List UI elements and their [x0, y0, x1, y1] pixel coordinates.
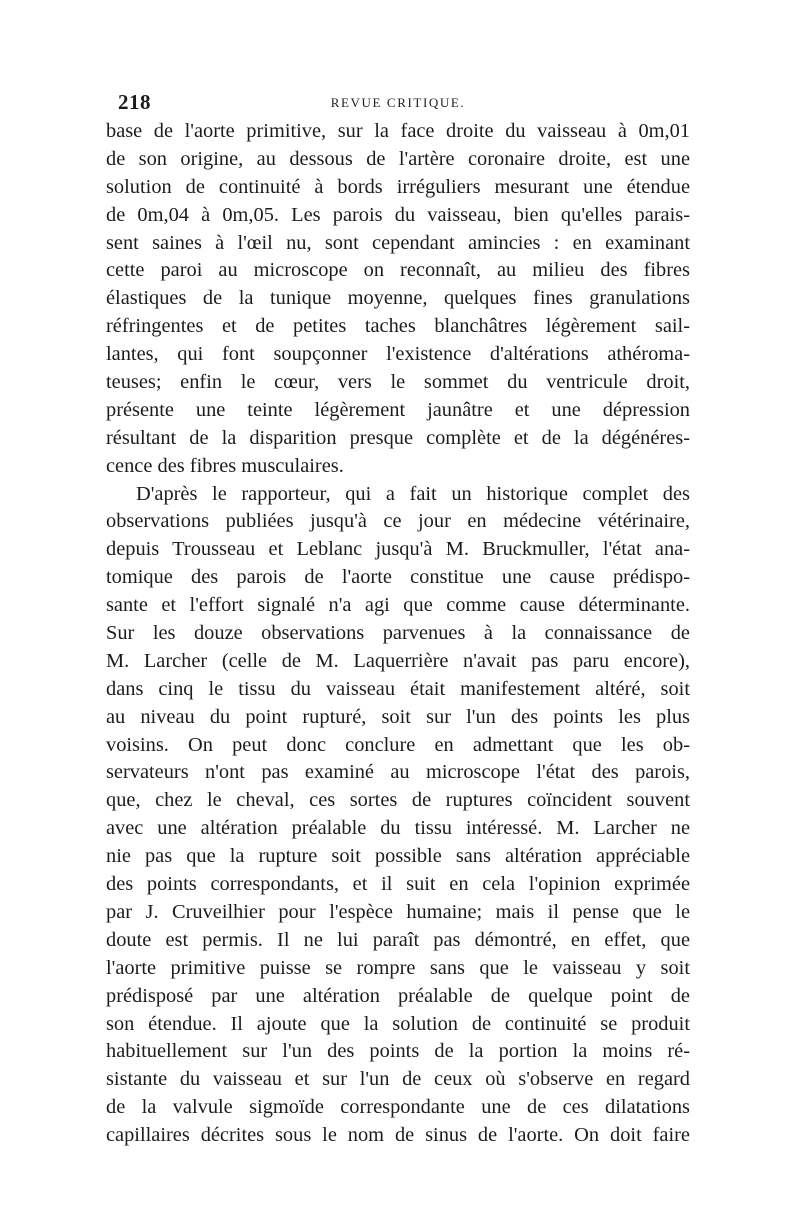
text-line: cette paroi au microscope on reconnaît, au milieu des fibres	[106, 259, 690, 282]
text-line: avec une altération préalable du tissu intéressé. M. Larcher ne	[106, 817, 690, 840]
text-line: sante et l'effort signalé n'a agi que comme cause déterminante.	[106, 594, 690, 617]
text-line: tomique des parois de l'aorte constitue une cause prédispo-	[106, 566, 690, 589]
text-line: lantes, qui font soupçonner l'existence d'altérations athéroma-	[106, 343, 690, 366]
text-line: servateurs n'ont pas examiné au microscope l'état des parois,	[106, 761, 690, 784]
text-line: habituellement sur l'un des points de la portion la moins ré-	[106, 1040, 690, 1063]
text-line: sent saines à l'œil nu, sont cependant amincies : en examinant	[106, 231, 690, 254]
text-line: par J. Cruveilhier pour l'espèce humaine; mais il pense que le	[106, 900, 690, 923]
text-line: son étendue. Il ajoute que la solution de continuité se produit	[106, 1012, 690, 1035]
text-line: capillaires décrites sous le nom de sinus de l'aorte. On doit faire	[106, 1124, 690, 1147]
text-line: dans cinq le tissu du vaisseau était manifestement altéré, soit	[106, 677, 690, 700]
text-line: observations publiées jusqu'à ce jour en médecine vétérinaire,	[106, 510, 690, 533]
text-line: au niveau du point rupturé, soit sur l'un des points les plus	[106, 705, 690, 728]
page-header	[106, 88, 690, 118]
text-line: de son origine, au dessous de l'artère coronaire droite, est une	[106, 147, 690, 170]
text-line: de 0m,04 à 0m,05. Les parois du vaisseau, bien qu'elles parais-	[106, 203, 690, 226]
text-line: l'aorte primitive puisse se rompre sans que le vaisseau y soit	[106, 956, 690, 979]
text-line: présente une teinte légèrement jaunâtre et une dépression	[106, 398, 690, 421]
text-line: voisins. On peut donc conclure en admettant que les ob-	[106, 733, 690, 756]
text-line: que, chez le cheval, ces sortes de ruptures coïncident souvent	[106, 789, 690, 812]
text-line: M. Larcher (celle de M. Laquerrière n'avait pas paru encore),	[106, 649, 690, 672]
paragraph-end-line: cence des fibres musculaires.	[106, 454, 344, 477]
text-line: doute est permis. Il ne lui paraît pas démontré, en effet, que	[106, 928, 690, 951]
text-line: résultant de la disparition presque complète et de la dégénéres-	[106, 426, 690, 449]
text-line: Sur les douze observations parvenues à la connaissance de	[106, 622, 690, 645]
text-line: depuis Trousseau et Leblanc jusqu'à M. Bruckmuller, l'état ana-	[106, 538, 690, 561]
text-line: solution de continuité à bords irréguliers mesurant une étendue	[106, 175, 690, 198]
book-page	[106, 88, 690, 1150]
text-line: réfringentes et de petites taches blanchâtres légèrement sail-	[106, 315, 690, 338]
text-line: teuses; enfin le cœur, vers le sommet du ventricule droit,	[106, 371, 690, 394]
running-title: REVUE CRITIQUE.	[330, 95, 466, 110]
text-line: sistante du vaisseau et sur l'un de ceux où s'observe en regard	[106, 1068, 690, 1091]
text-line: élastiques de la tunique moyenne, quelques fines granulations	[106, 287, 690, 310]
text-line: base de l'aorte primitive, sur la face droite du vaisseau à 0m,01	[106, 120, 690, 142]
page-number: 218	[118, 90, 151, 114]
body-text	[106, 118, 690, 1150]
text-line: prédisposé par une altération préalable de quelque point de	[106, 984, 690, 1007]
text-line: des points correspondants, et il suit en cela l'opinion exprimée	[106, 873, 690, 896]
text-line: nie pas que la rupture soit possible sans altération appréciable	[106, 845, 690, 868]
text-line: de la valvule sigmoïde correspondante une de ces dilatations	[106, 1096, 690, 1119]
paragraph-first-line: D'après le rapporteur, qui a fait un historique complet des	[136, 482, 690, 505]
